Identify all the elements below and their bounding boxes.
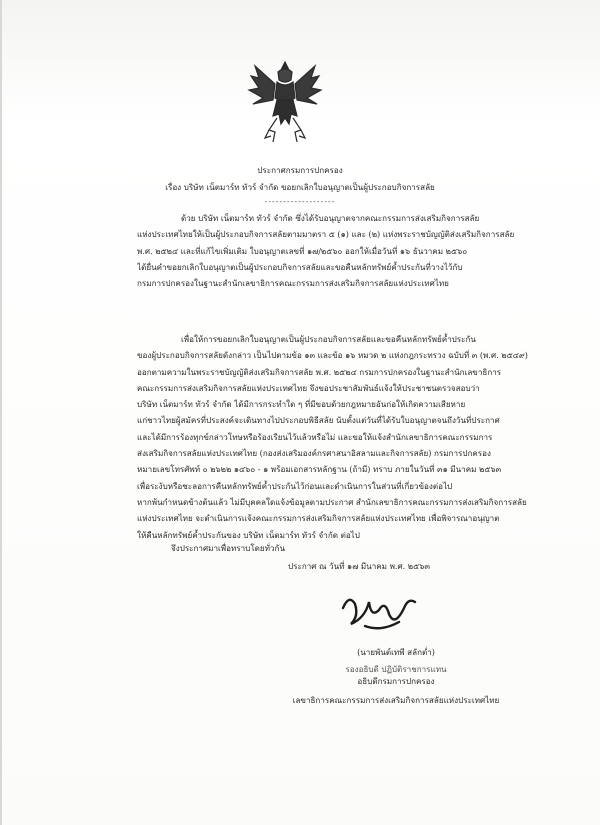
- paragraph-line: ให้คืนหลักทรัพย์ค้ำประกันของ บริษัท เน็ตมาร์ท ทัวร์ จำกัด ต่อไป: [137, 529, 360, 540]
- paragraph-line: หมายเลขโทรศัพท์ ๐ ๒๖๒๒ ๑๔๖๐ - ๑ พร้อมเอกสารหลักฐาน (ถ้ามี) ทราบ ภายในวันที่ ๓๑ มีนาคม ๒๕๖๓: [137, 464, 502, 475]
- paragraph-line: ออกตามความในพระราชบัญญัติส่งเสริมกิจการสลัย พ.ศ. ๒๕๒๔ กรมการปกครองในฐานะสำนักเลขาธิการ: [137, 366, 502, 377]
- separator-dashes: -------------------: [264, 196, 336, 206]
- paragraph-line: เพื่อให้การขอยกเลิกใบอนุญาตเป็นผู้ประกอบกิจการสลัยและขอคืนหลักทรัพย์ค้ำประกัน: [181, 334, 476, 344]
- paragraph-line: ได้ยื่นคำขอยกเลิกใบอนุญาตเป็นผู้ประกอบกิจการสลัยและขอคืนหลักทรัพย์ค้ำประกันที่วางไว้กับ: [137, 261, 463, 272]
- paragraph-line: ด้วย บริษัท เน็ตมาร์ท ทัวร์ จำกัด ซึ่งได้รับอนุญาตจากคณะกรรมการส่งเสริมกิจการสลัย: [181, 213, 480, 223]
- issuer-heading: ประกาศกรมการปกครอง: [257, 165, 343, 175]
- handwritten-signature: [335, 588, 425, 638]
- paragraph-2: [137, 331, 565, 543]
- garuda-emblem-icon: [247, 58, 323, 146]
- paragraph-line: กรมการปกครองในฐานะสำนักเลขาธิการคณะกรรมการส่งเสริมกิจการสลัยแห่งประเทศไทย: [137, 278, 449, 289]
- page-edge: [0, 0, 2, 825]
- subject-line: เรื่อง บริษัท เน็ตมาร์ท ทัวร์ จำกัด ขอยกเลิกใบอนุญาตเป็นผู้ประกอบกิจการสลัย: [165, 182, 435, 192]
- closing-statement: จึงประกาศมาเพื่อทราบโดยทั่วกัน: [171, 543, 285, 553]
- signer-position: อธิบดีกรมการปกครอง: [357, 676, 435, 686]
- paragraph-line: และได้มีการร้องทุกข์กล่าวโทษหรือร้องเรียนไว้แล้วหรือไม่ และขอให้แจ้งสำนักเลขาธิการคณะกรรมการ: [137, 431, 493, 442]
- signer-acting-position: รองอธิบดี ปฏิบัติราชการแทน: [345, 664, 447, 674]
- paragraph-line: ของผู้ประกอบกิจการสลัยดังกล่าว เป็นไปตามข้อ ๑๓ และข้อ ๑๖ หมวด ๒ แห่งกฎกระทรวง ฉบับที่ ๓ (พ.ศ. ๒๕๔๙): [137, 350, 528, 361]
- paragraph-1: [137, 210, 565, 291]
- paragraph-line: พ.ศ. ๒๕๒๔ และที่แก้ไขเพิ่มเติม ใบอนุญาตเลขที่ ๑๗/๒๕๖๐ ออกให้เมื่อวันที่ ๑๖ ธันวาคม ๒๕๖๐: [137, 245, 468, 256]
- paragraph-line: แก่ชาวไทยผู้สมัครที่ประสงค์จะเดินทางไปประกอบพิธีสลัย นับตั้งแต่วันที่ได้รับใบอนุญาตจนถึงวันที่ประกาศ: [137, 415, 500, 426]
- paragraph-line: บริษัท เน็ตมาร์ท ทัวร์ จำกัด ได้มีการกระทำใด ๆ ที่มีขอบด้วยกฎหมายอันก่อให้เกิดความเสียหาย: [137, 399, 466, 410]
- paragraph-line: ส่งเสริมกิจการสลัยแห่งประเทศไทย (กองส่งเสริมองค์กรศาสนาอิสลามและกิจการสลัย) กรมการปกครอง: [137, 448, 491, 459]
- announcement-date: ประกาศ ณ วันที่ ๑๗ มีนาคม พ.ศ. ๒๕๖๓: [288, 561, 430, 571]
- signer-name: (นายพันต์เทพี สลักต่ำ): [357, 647, 435, 657]
- signer-title: เลขาธิการคณะกรรมการส่งเสริมกิจการสลัยแห่งประเทศไทย: [292, 695, 500, 705]
- paragraph-line: แห่งประเทศไทย จะดำเนินการแจ้งคณะกรรมการส่งเสริมกิจการสลัยแห่งประเทศไทย เพื่อพิจารณาอนุญาต: [137, 513, 500, 524]
- paragraph-line: คณะกรรมการส่งเสริมกิจการสลัยแห่งประเทศไทย จึงขอประชาสัมพันธ์แจ้งให้ประชาชนตรวจสอบว่า: [137, 382, 480, 393]
- paragraph-line: หากพ้นกำหนดข้างต้นแล้ว ไม่มีบุคคลใดแจ้งข้อมูลตามประกาศ สำนักเลขาธิการคณะกรรมการส่งเสริมกิจการสลัย: [137, 496, 527, 507]
- paragraph-line: เพื่อระงับหรือชะลอการคืนหลักทรัพย์ค้ำประกันไว้ก่อนและดำเนินการในส่วนที่เกี่ยวข้องต่อไป: [137, 480, 453, 491]
- paragraph-line: แห่งประเทศไทยให้เป็นผู้ประกอบกิจการสลัยตามมาตรา ๕ (๑) และ (๒) แห่งพระราชบัญญัติส่งเสริมกิจการสลัย: [137, 229, 515, 240]
